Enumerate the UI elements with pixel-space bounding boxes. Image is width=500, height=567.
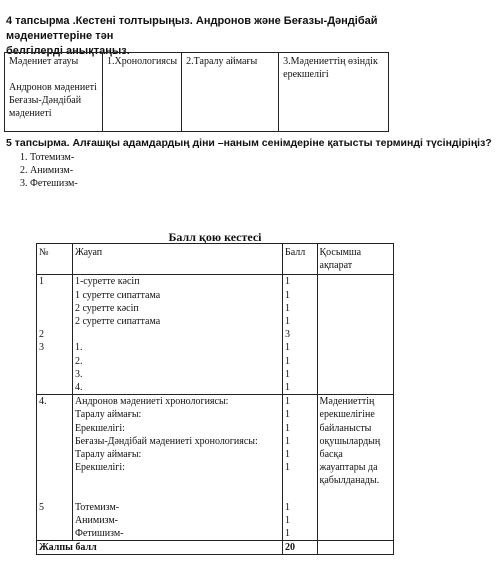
row-answers — [72, 275, 282, 328]
answer-line: Анимизм- — [74, 515, 119, 527]
answer-line: Ерекшелігі: — [74, 422, 125, 434]
total-points: 20 — [282, 541, 317, 555]
task4-chronology-column — [103, 53, 182, 132]
row-points — [282, 275, 317, 328]
score-table — [36, 243, 394, 555]
header-extra — [317, 244, 394, 275]
note-line: ерекшелігіне — [319, 409, 375, 421]
total-extra — [317, 541, 394, 555]
task4-feature-column — [279, 53, 389, 132]
row-no: 2 — [37, 328, 73, 341]
answer-line — [75, 328, 280, 341]
row-points — [282, 328, 317, 341]
note-line: басқа — [319, 449, 343, 461]
task5-item-animism: 2. Анимизм- — [20, 165, 74, 176]
task4-heading-line2: белгілерді анықтаңыз. — [6, 45, 130, 57]
answer-line: Таралу аймағы: — [74, 409, 142, 421]
answer-line: 3. — [74, 368, 83, 380]
row-no: 5 — [37, 501, 73, 541]
points-line: 1 — [284, 422, 290, 434]
points-line: 1 — [284, 276, 290, 288]
row-extra-note — [317, 395, 394, 501]
task4-table — [4, 52, 389, 132]
points-line: 1 — [284, 355, 290, 367]
points-line: 1 — [284, 342, 290, 354]
answer-line: Тотемизм- — [74, 501, 120, 513]
row-extra — [317, 501, 394, 541]
task4-row-begazy-line1: Беғазы-Дәндібай — [9, 95, 82, 106]
row-answers — [72, 328, 282, 341]
task5-item-fetishism: 3. Фетешизм- — [20, 178, 78, 189]
spacer-line — [75, 488, 280, 501]
answer-line: 4. — [74, 382, 83, 394]
header-extra-line2: ақпарат — [319, 260, 353, 272]
answer-line: Ерекшелігі: — [74, 462, 125, 474]
points-line: 1 — [284, 302, 290, 314]
points-line: 1 — [284, 462, 290, 474]
row-answers — [72, 341, 282, 394]
answer-line: 1. — [74, 342, 83, 354]
table-row — [37, 501, 394, 541]
total-row — [37, 541, 394, 555]
task5-list — [20, 151, 78, 190]
row-no: 3 — [37, 341, 73, 394]
row-extra — [317, 341, 394, 394]
spacer-line — [75, 474, 280, 487]
task5-item-totemism: 1. Тотемизм- — [20, 152, 75, 163]
answer-line: Фетишизм- — [74, 528, 124, 540]
points-line: 1 — [284, 435, 290, 447]
note-line: Мәдениеттің — [319, 396, 375, 408]
answer-line: 2 суретте кәсіп — [74, 302, 139, 314]
points-line: 1 — [284, 409, 290, 421]
task4-col3-header: 2.Таралу аймағы — [186, 56, 258, 67]
points-line: 3 — [284, 329, 290, 341]
points-line: 1 — [284, 368, 290, 380]
note-line: жауаптары да — [319, 462, 378, 474]
note-line: қабылданады. — [319, 475, 380, 487]
row-points — [282, 341, 317, 394]
header-no: № — [37, 244, 73, 275]
score-table-title: Балл қою кестесі — [168, 230, 262, 244]
points-line: 1 — [284, 501, 290, 513]
task4-culture-column — [5, 53, 103, 132]
points-line: 1 — [284, 396, 290, 408]
task4-col4-header-line1: 3.Мәдениеттің өзіндік — [283, 56, 378, 67]
header-points: Балл — [282, 244, 317, 275]
task4-row-begazy-line2: мәдениеті — [9, 108, 52, 119]
table-row — [37, 341, 394, 394]
points-line: 1 — [284, 316, 290, 328]
note-line: оқушылардың — [319, 435, 381, 447]
answer-line: Андронов мәдениеті хронологиясы: — [74, 396, 229, 408]
points-line: 1 — [284, 382, 290, 394]
row-no: 4. — [37, 395, 73, 501]
answer-line: 2 суретте сипаттама — [74, 316, 161, 328]
row-no: 1 — [37, 275, 73, 328]
task4-region-column — [182, 53, 279, 132]
answer-line: 1-суретте кәсіп — [74, 276, 140, 288]
row-answers — [72, 395, 282, 501]
task4-row-andronov: Андронов мәдениеті — [9, 82, 97, 93]
row-points — [282, 501, 317, 541]
points-line: 1 — [284, 515, 290, 527]
header-extra-line1: Қосымша — [319, 247, 362, 258]
total-label: Жалпы балл — [37, 541, 283, 555]
row-answers — [72, 501, 282, 541]
answer-line: 1 суретте сипаттама — [74, 289, 161, 301]
answer-line: Беғазы-Дәндібай мәдениеті хронологиясы: — [74, 435, 258, 447]
table-row — [37, 395, 394, 501]
task5-heading: 5 тапсырма. Алғашқы адамдардың діни –наным сенімдеріне қатысты терминді түсіндіріңіз? — [6, 137, 492, 149]
row-points — [282, 395, 317, 501]
task4-col1-header: Мәдениет атауы — [9, 56, 79, 67]
note-line: байланысты — [319, 422, 372, 434]
answer-line: Таралу аймағы: — [74, 449, 142, 461]
row-extra — [317, 275, 394, 328]
points-line: 1 — [284, 289, 290, 301]
row-extra — [317, 328, 394, 341]
points-line: 1 — [284, 528, 290, 540]
task4-col2-header: 1.Хронологиясы — [107, 56, 178, 67]
table-row — [37, 328, 394, 341]
points-line: 1 — [284, 449, 290, 461]
task4-heading-line1: 4 тапсырма .Кестені толтырыңыз. Андронов және Беғазы-Дәндібай мәдениеттеріне тән — [6, 15, 378, 42]
task4-col4-header-line2: ерекшелігі — [283, 69, 329, 80]
header-answer: Жауап — [72, 244, 282, 275]
answer-line: 2. — [74, 355, 83, 367]
table-row — [37, 275, 394, 328]
score-table-header-row — [37, 244, 394, 275]
